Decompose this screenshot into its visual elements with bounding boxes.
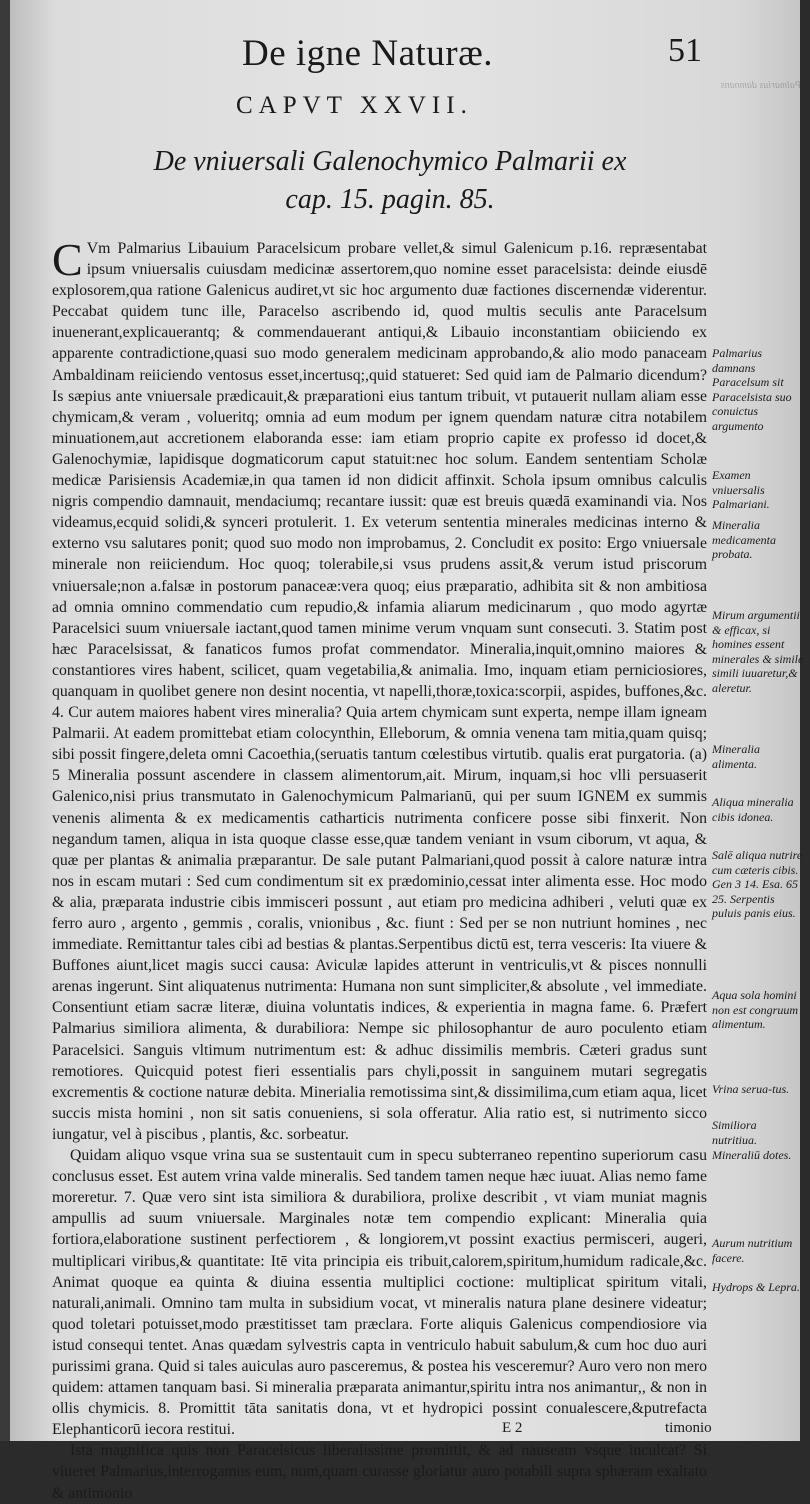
margin-note: Aliqua mineralia cibis idonea. xyxy=(712,795,794,824)
margin-note: Mineralia alimenta. xyxy=(712,742,760,771)
drop-capital: C xyxy=(52,234,83,285)
page-number: 51 xyxy=(668,32,702,69)
chapter-heading: CAPVT XXVII. xyxy=(236,92,473,119)
paragraph-2: Quidam aliquo vsque vrina sua se sustentauit cum in specu subterraneo repentino superiorum casu conclusus esset. Est autem vrina valde mineralis. Sed tandem tamen neque hæc iuuat. Alias nemo fame moreretur. 7. Quæ vero sint ista similiora & durabiliora, prolixe describit , vt viam muniat magnis ampullis ad suum vniuersale. Marginales notæ tem compendio explicant: Mineralia quia fortiora,elaboratione sustinent perfectiorem , & longiorem,vt possint exactius permisceri, augeri, multiplicari viribus,& quantitate: Itē vita principia eis tribuit,calorem,spiritum,humidum radicale,&c. Animat quoque ea quinta & diuina essentia multiplici coctione: multiplicat spiritum vitali, naturali,animali. Omnino tam multa in subsidium vocat, vt mineralis natura plane desinere videatur; quod toletari potuisset,modo præstitisset tam præclara. Forte aliquis Galenicus compendiosiore via istud consequi tentet. Anas quædam sylvestris capta in ventriculo habuit sabulum,& cum hoc duo auri purissimi grana. Quid si tales auiculas auro pasceremus, & postea his vesceremur? Auro vero non mero quidem: attamen tanquam basi. Si mineralia præparata animantur,spiritu intra nos animantur,, & non in ollis chymicis. 8. Promittit tāta sanitatis dona, vt et hydropici possint conualescere,&putrefacta Elephanticorū iecora restitui. xyxy=(52,1147,707,1439)
body-text xyxy=(52,234,707,1502)
paragraph-3: Ista magnifica quis non Paracelsicus liberalissime promittit, & ad nauseam vsque inculcat? Si viueret Palmarius,interrogamus eum, num,quam curasse gloriatur auro potabili supra sphæram exaltato & antimonio xyxy=(52,1442,707,1502)
paragraph-1-text: Vm Palmarius Libauium Paracelsicum probare vellet,& simul Galenicum p.16. repræsentabat ipsum vniuersalis cuiusdam medicinæ assertorem,quo nomine esset paracelsista: deinde eiusdē explosorem,qua ratione Galenicus audiret,vt sic hoc argumento duæ factiones discernendæ viderentur. Peccabat quidem tunc ille, Paracelso ascribendo id, quod multis seculis ante Paracelsum inuenerant,explicauerantq; & commendauerant antiqui,& Libauio inconstantiam obiiciendo ex apparente contradictione,quasi suo modo generalem medicinam approbando,& alio modo panaceam Ambaldinam reiiciendo ventosus esset,incertusq;,quid statueret: Sed quid iam de Palmario dicendum? Is sæpius ante vniuersale prædicauit,& præparationi eius tantum tribuit, vt putauerit nullam aliam esse chymicam,& veram , volueritq; omnia ad eum modum per ignem quendam naturæ citra notabilem minuationem,aut accretionem elaboranda esse: iam etiam proprio capite ex professo id docet,& Galenochymiæ, lapidisque dogmaticorum caput statuit:nec hoc solum. Eandem sententiam Scholæ medicæ Parisiensis Academiæ,in qua tamen id non didicit affinxit. Schola ipsum omnibus calculis nigris compendio damnauit, mendaciumq; recantare iussit: quæ est breuis quædā examinandi via. Nos videamus,ecquid solidi,& synceri protulerit. 1. Ex veterum sententia minerales medicinas interno & externo vsu salutares ponit; quod suo modo non improbamus, 2. Concludit ex posito: Ergo vniuersale minerale non reiiciendum. Hoc quoq; tolerabile,si vsus prudens assit,& verum istud priscorum vniuersale;non a.falsæ in postorum panaceæ:vera quoq; eius præparatio, adhibita sit & non ambitiosa ad omnia omnino commendatio cum repudio,& infamia aliarum medicinarum , quo modo agyrtæ Paracelsici suum vniuersale iactant,quod tamen minime verum vnquam sunt consecuti. 3. Statim post hæc Paracelsissat, & fanaticos fumos profat commendator. Mineralia,inquit,omnino maiores & constantiores vires habent, scilicet, quam vegetabilia,& animalia. Imo, inquam etiam perniciosiores, quanquam in quolibet genere non desint nocentia, vt napelli,thoræ,toxica:scorpii, aspides, buffones,&c. 4. Cur autem maiores habent vires mineralia? Quia artem chymicam sunt experta, nempe illam igneam Palmarii. At eadem promittebat etiam colocynthin, Elleborum, & omnia venena tam mitia,quam quisq; sibi possit fingere,deleta omni Cacoethia,(seruatis tantum cœlestibus virtutib. qualis erat purgatoria. (a) 5 Mineralia possunt ascendere in classem alimentorum,ait. Mirum, inquam,si hoc vlli persuaserit Galenico,nisi prius transmutato in Galenochymicum Palmarianū, qui per suum IGNEM ex summis venenis alimenta & ex medicamentis catharticis nutrimenta conficere posse sibi finxerit. Non negandum tamen, aliqua in ista quoque classe esse,quæ tandem veniant in vsum ciborum, vt aqua, & quæ per plantas & animalia præparantur. De sale putant Palmariani,quod possit à calore naturæ intra nos in escam mutari : Sed cum condimentum sit ex prædominio,cessat inter alimenta esse. Hoc modo & alia, præparata industrie cibis immisceri possunt , aut etiam pro medicina adhiberi , veluti quæ ex ferro auro , argento , gemmis , coralis, vnionibus , &c. fiunt : Sed per se non nutriunt homines , nec immediate. Remittantur tales cibi ad bestias & plantas.Serpentibus dictū est, terra vesceris: Ita viuere & Buffones aiunt,licet magis succi causa: Aviculæ lapides atterunt in ventriculis,vt & pisces nonnulli arenas ingerunt. Sint aliquatenus nutrimenta: Humana non sunt simpliciter,& absolute , vel immediate. Consentiunt etiam sacræ literæ, diuina voluntatis indices, & experientia in magna fame. 6. Præfert Palmarius similiora alimenta, & durabiliora: Nempe sic philosophantur de auro poculento etiam Paracelsici. Sanguis vltimum nutrimentum est: & adhuc dissimilis membris. Cæteri gradus sunt remotiores. Quicquid potest fieri essentialis pars chyli,possit in sanguinem mutari segregatis excrementis & coctione naturæ debita. Minerialia remotissima sint,& dissimilima,cum etiam aqua, licet succis mista homini , non sit satis conueniens, si sola offeratur. Alia ratio est, si nutrimento sicco iungatur, vel à piscibus , plantis, &c. sorbeatur. xyxy=(52,240,707,1143)
margin-note: Vrina serua-tus. xyxy=(712,1082,790,1096)
margin-note: Mineralia medicamenta probata. xyxy=(712,518,776,561)
margin-note: Aurum nutritium facere. xyxy=(712,1236,793,1265)
margin-note: Similiora nutritiua. xyxy=(712,1118,758,1147)
running-title: De igne Naturæ. xyxy=(242,33,494,74)
margin-note: Salē aliqua nutrire cum cæteris cibis. Gen 3 14. Esa. 65 25. Serpentis puluis panis eius. xyxy=(712,848,803,920)
margin-notes xyxy=(712,340,804,1340)
bleed-through-text: Palmarius damnans xyxy=(720,80,801,91)
margin-note: Examen vniuersalis Palmariani. xyxy=(712,468,770,511)
margin-note: Mirum argumentii & efficax, si homines essent minerales & simile simili iuuaretur,& aleretur. xyxy=(712,608,804,695)
page-header xyxy=(10,28,810,78)
chapter-title: De vniuersali Galenochymico Palmarii ex cap. 15. pagin. 85. xyxy=(153,146,627,215)
catchword: timonio xyxy=(665,1420,712,1436)
margin-note: Aqua sola homini non est congruum alimentum. xyxy=(712,988,798,1031)
signature-mark: E 2 xyxy=(502,1420,523,1436)
margin-note: Mineraliū dotes. xyxy=(712,1148,792,1162)
margin-note: Hydrops & Lepra. xyxy=(712,1280,800,1294)
paragraph-1 xyxy=(52,234,707,1145)
margin-note: Palmarius damnans Paracelsum sit Paracelsista suo conuictus argumento xyxy=(712,346,792,433)
